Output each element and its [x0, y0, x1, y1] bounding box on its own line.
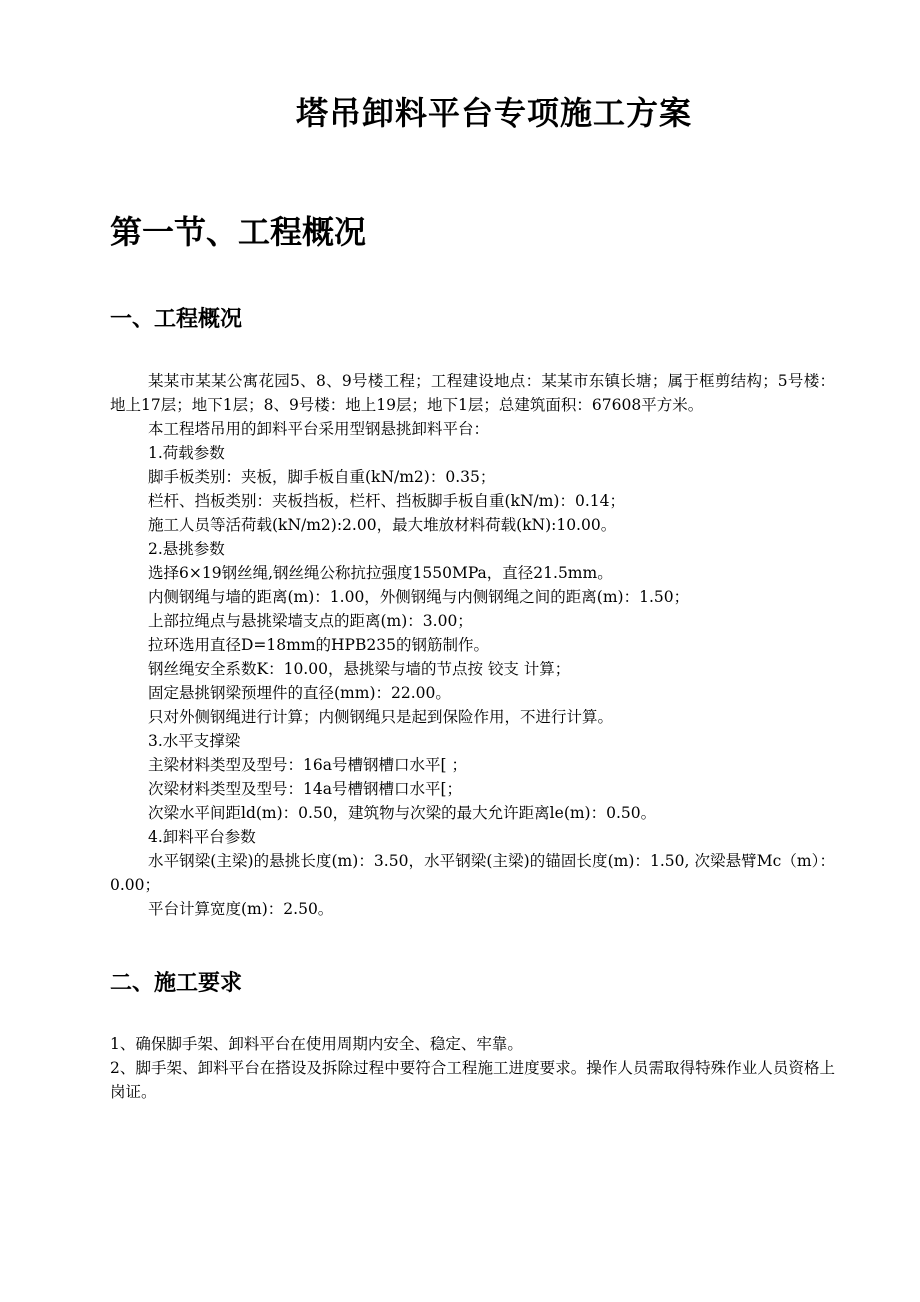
parameter-line: 只对外侧钢绳进行计算；内侧钢绳只是起到保险作用，不进行计算。 [148, 708, 614, 726]
parameter-line: 施工人员等活荷载(kN/m2):2.00，最大堆放材料荷载(kN):10.00。 [148, 516, 617, 534]
parameter-line: 3.水平支撑梁 [148, 732, 241, 750]
intro-paragraph: 某某市某某公寓花园5、8、9号楼工程；工程建设地点：某某市东镇长塘；属于框剪结构；5号楼：地上17层；地下1层；8、9号楼：地上19层；地下1层；总建筑面积：67608平方米。 [110, 372, 835, 414]
requirement-item: 2、脚手架、卸料平台在搭设及拆除过程中要符合工程施工进度要求。操作人员需取得特殊作业人员资格上岗证。 [110, 1059, 835, 1101]
requirements-heading: 二、施工要求 [110, 971, 243, 996]
document-title: 塔吊卸料平台专项施工方案 [295, 94, 692, 132]
platform-width-line: 平台计算宽度(m)：2.50。 [148, 900, 334, 918]
parameter-line: 选择6×19钢丝绳,钢丝绳公称抗拉强度1550MPa，直径21.5mm。 [148, 564, 613, 582]
parameter-line: 2.悬挑参数 [148, 540, 225, 558]
parameter-line: 固定悬挑钢梁预埋件的直径(mm)：22.00。 [148, 684, 451, 702]
parameter-line: 4.卸料平台参数 [148, 828, 256, 846]
cantilever-paragraph: 水平钢梁(主梁)的悬挑长度(m)：3.50，水平钢梁(主梁)的锚固长度(m)：1.50, 次梁悬臂Mc（m）：0.00； [110, 852, 835, 894]
section-title: 第一节、工程概况 [110, 213, 367, 251]
parameter-line: 1.荷载参数 [148, 444, 225, 462]
parameter-line: 上部拉绳点与悬挑梁墙支点的距离(m)：3.00； [148, 612, 473, 630]
parameter-line: 拉环选用直径D=18mm的HPB235的钢筋制作。 [148, 636, 489, 654]
overview-heading: 一、工程概况 [110, 307, 243, 332]
requirement-item: 1、确保脚手架、卸料平台在使用周期内安全、稳定、牢靠。 [110, 1035, 523, 1053]
parameter-line: 主梁材料类型及型号：16a号槽钢槽口水平[ ； [148, 756, 467, 774]
parameter-line: 钢丝绳安全系数K：10.00，悬挑梁与墙的节点按 铰支 计算； [148, 660, 571, 678]
parameter-line: 次梁水平间距ld(m)：0.50，建筑物与次梁的最大允许距离le(m)：0.50。 [148, 804, 657, 822]
parameter-line: 脚手板类别：夹板，脚手板自重(kN/m2)：0.35； [148, 468, 496, 486]
platform-sentence: 本工程塔吊用的卸料平台采用型钢悬挑卸料平台： [148, 420, 490, 438]
overview-body [110, 369, 835, 921]
document-title-area [0, 0, 920, 160]
parameter-line: 栏杆、挡板类别：夹板挡板，栏杆、挡板脚手板自重(kN/m)：0.14； [148, 492, 625, 510]
requirements-body [110, 1032, 835, 1104]
parameter-line: 次梁材料类型及型号：14a号槽钢槽口水平[； [148, 780, 463, 798]
parameter-line: 内侧钢绳与墙的距离(m)：1.00，外侧钢绳与内侧钢绳之间的距离(m)：1.50； [148, 588, 690, 606]
